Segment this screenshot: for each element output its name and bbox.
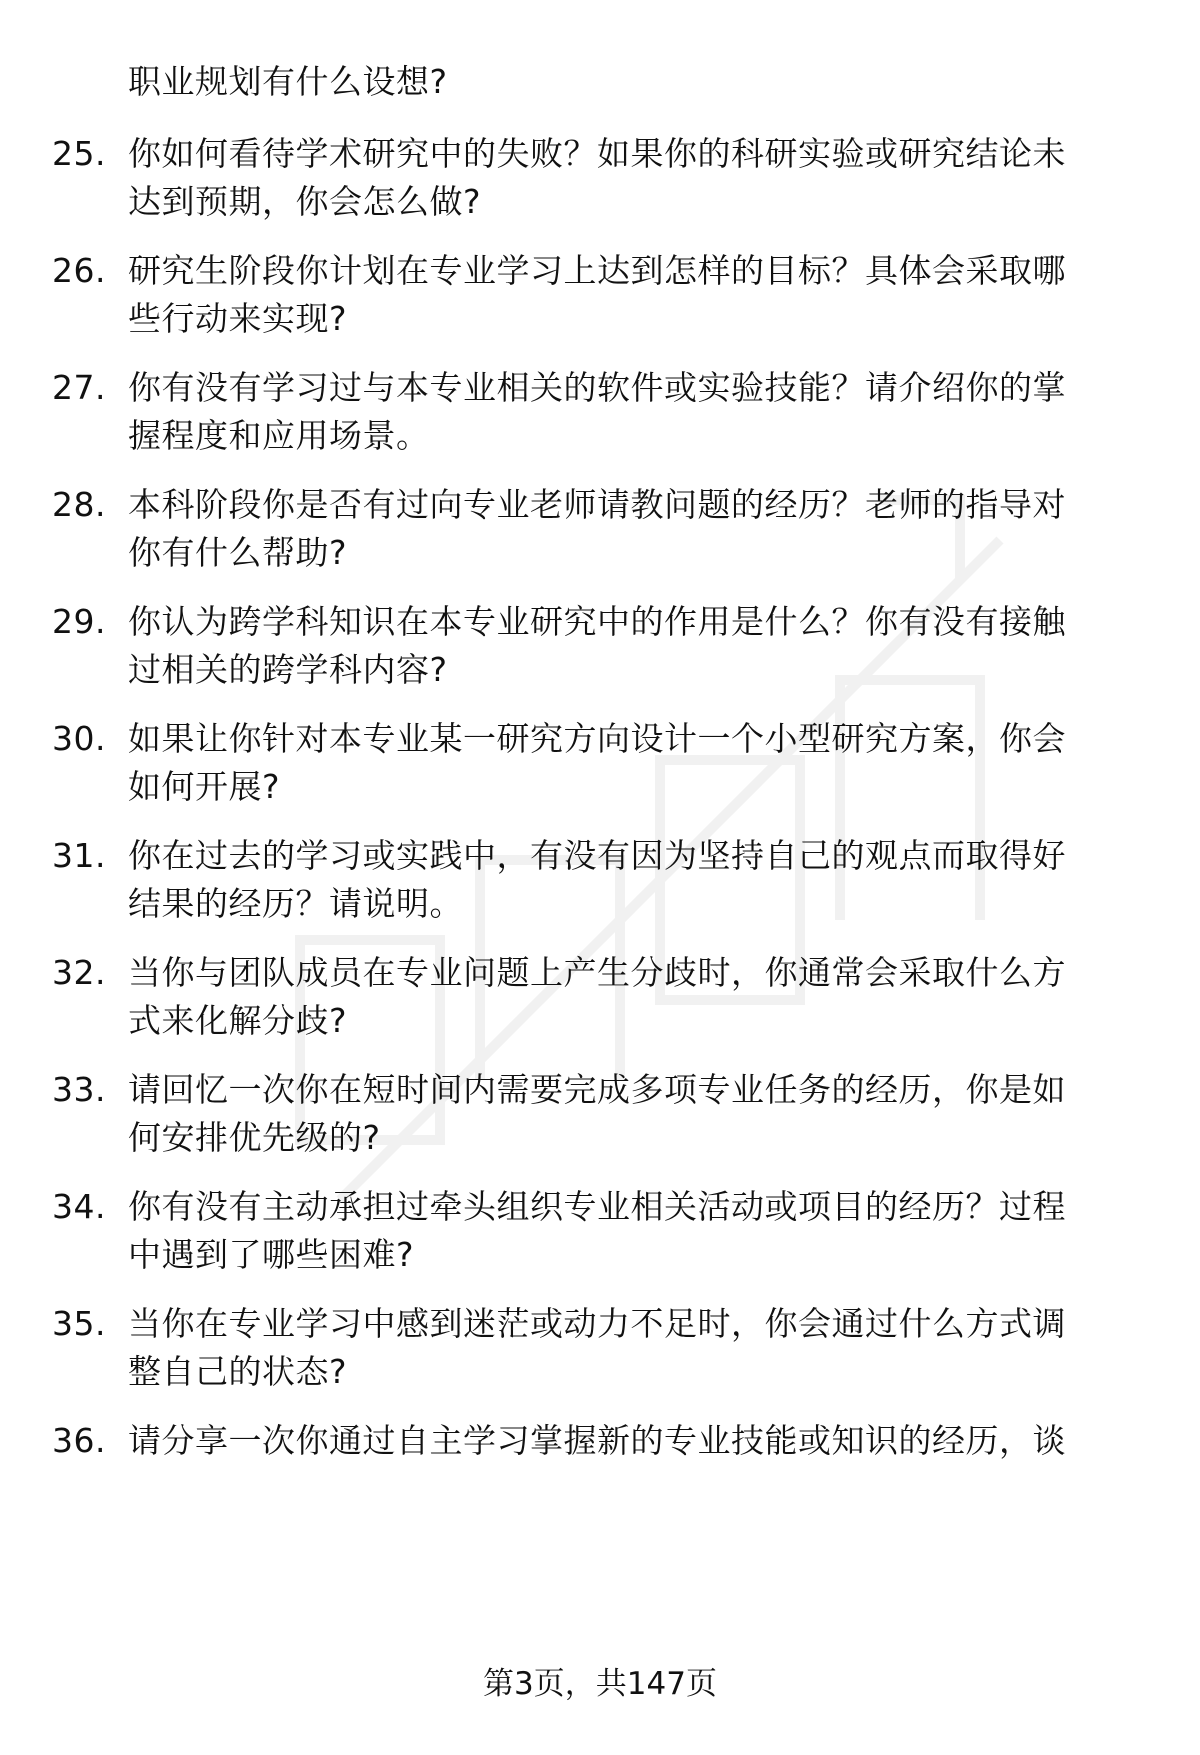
continuation-line: 职业规划有什么设想? xyxy=(128,62,448,101)
question-text-line: 你有什么帮助? xyxy=(128,533,348,572)
question-item xyxy=(0,1417,1200,1465)
question-number: 34. xyxy=(52,1187,106,1226)
page-footer: 第3页，共147页 xyxy=(483,1666,717,1702)
question-number: 31. xyxy=(52,836,106,875)
question-text-line: 研究生阶段你计划在专业学习上达到怎样的目标？具体会采取哪 xyxy=(128,251,1066,290)
question-item xyxy=(0,481,1200,577)
question-text-line: 你有没有主动承担过牵头组织专业相关活动或项目的经历？过程 xyxy=(128,1187,1066,1226)
question-text-line: 何安排优先级的? xyxy=(128,1118,381,1157)
question-item xyxy=(0,598,1200,694)
question-text-line: 请回忆一次你在短时间内需要完成多项专业任务的经历，你是如 xyxy=(128,1070,1066,1109)
question-text-line: 中遇到了哪些困难? xyxy=(128,1235,415,1274)
question-text-line: 如何开展? xyxy=(128,767,281,806)
question-text-line: 你有没有学习过与本专业相关的软件或实验技能？请介绍你的掌 xyxy=(128,368,1066,407)
question-number: 29. xyxy=(52,602,106,641)
question-item xyxy=(0,130,1200,226)
question-text-line: 些行动来实现? xyxy=(128,299,348,338)
question-item xyxy=(0,715,1200,811)
question-number: 32. xyxy=(52,953,106,992)
question-text-line: 握程度和应用场景。 xyxy=(128,416,430,455)
question-text-line: 如果让你针对本专业某一研究方向设计一个小型研究方案，你会 xyxy=(128,719,1066,758)
question-item xyxy=(0,247,1200,343)
question-item xyxy=(0,1066,1200,1162)
question-text-line: 你如何看待学术研究中的失败？如果你的科研实验或研究结论未 xyxy=(128,134,1066,173)
question-text-line: 你认为跨学科知识在本专业研究中的作用是什么？你有没有接触 xyxy=(128,602,1066,641)
question-text-line: 式来化解分歧? xyxy=(128,1001,348,1040)
question-text-line: 整自己的状态? xyxy=(128,1352,348,1391)
question-text-line: 本科阶段你是否有过向专业老师请教问题的经历？老师的指导对 xyxy=(128,485,1066,524)
question-item xyxy=(0,364,1200,460)
question-number: 28. xyxy=(52,485,106,524)
question-number: 30. xyxy=(52,719,106,758)
question-number: 33. xyxy=(52,1070,106,1109)
question-text-line: 请分享一次你通过自主学习掌握新的专业技能或知识的经历，谈 xyxy=(128,1421,1066,1460)
question-item xyxy=(0,1183,1200,1279)
question-number: 25. xyxy=(52,134,106,173)
question-number: 35. xyxy=(52,1304,106,1343)
question-text-line: 达到预期，你会怎么做? xyxy=(128,182,482,221)
question-item xyxy=(0,832,1200,928)
question-number: 27. xyxy=(52,368,106,407)
question-text-line: 过相关的跨学科内容? xyxy=(128,650,448,689)
question-number: 26. xyxy=(52,251,106,290)
question-item xyxy=(0,1300,1200,1396)
question-item xyxy=(0,949,1200,1045)
question-text-line: 结果的经历？请说明。 xyxy=(128,884,463,923)
question-text-line: 你在过去的学习或实践中，有没有因为坚持自己的观点而取得好 xyxy=(128,836,1066,875)
question-text-line: 当你与团队成员在专业问题上产生分歧时，你通常会采取什么方 xyxy=(128,953,1066,992)
question-number: 36. xyxy=(52,1421,106,1460)
question-text-line: 当你在专业学习中感到迷茫或动力不足时，你会通过什么方式调 xyxy=(128,1304,1066,1343)
